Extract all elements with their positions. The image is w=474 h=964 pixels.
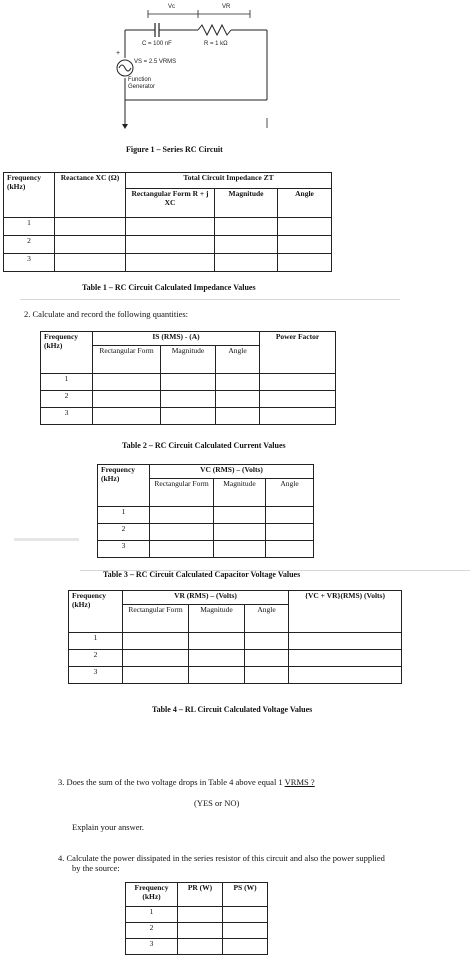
t2-cell[interactable] bbox=[93, 374, 161, 391]
t1-cell[interactable] bbox=[215, 218, 278, 236]
t1-cell[interactable] bbox=[278, 218, 332, 236]
t1-cell[interactable] bbox=[126, 236, 215, 254]
section-divider bbox=[20, 299, 400, 300]
question-2-text: 2. Calculate and record the following quantities: bbox=[24, 309, 189, 319]
table4-voltage bbox=[68, 590, 402, 684]
t2-cell[interactable] bbox=[93, 408, 161, 425]
ground-icon bbox=[122, 124, 128, 129]
table-row bbox=[41, 374, 336, 391]
t4-cell[interactable] bbox=[123, 650, 189, 667]
yes-no-prompt: (YES or NO) bbox=[194, 798, 240, 808]
t3-cell[interactable] bbox=[214, 541, 266, 558]
t4-row-freq: 2 bbox=[69, 650, 123, 667]
t2-cell[interactable] bbox=[161, 408, 216, 425]
t5-row-freq: 1 bbox=[126, 907, 178, 923]
t3-header-angle: Angle bbox=[266, 479, 314, 507]
t3-header-magnitude: Magnitude bbox=[214, 479, 266, 507]
explain-prompt: Explain your answer. bbox=[72, 822, 144, 832]
t3-header-frequency: Frequency (kHz) bbox=[98, 465, 150, 507]
t2-header-is: IS (RMS) - (A) bbox=[93, 332, 260, 346]
table-row bbox=[98, 524, 314, 541]
table-row bbox=[126, 907, 268, 923]
t5-header-frequency: Frequency (kHz) bbox=[126, 883, 178, 907]
table5-power bbox=[125, 882, 268, 955]
t4-header-frequency: Frequency (kHz) bbox=[69, 591, 123, 633]
t3-header-vc: VC (RMS) – (Volts) bbox=[150, 465, 314, 479]
source-label: VS = 2.5 VRMS bbox=[134, 59, 177, 65]
t3-cell[interactable] bbox=[150, 507, 214, 524]
table3-caption: Table 3 – RC Circuit Calculated Capacitor Voltage Values bbox=[103, 570, 301, 579]
t4-cell[interactable] bbox=[189, 667, 245, 684]
t5-cell[interactable] bbox=[223, 939, 268, 955]
t5-row-freq: 2 bbox=[126, 923, 178, 939]
table-row bbox=[98, 507, 314, 524]
t2-row-freq: 3 bbox=[41, 408, 93, 425]
t4-row-freq: 3 bbox=[69, 667, 123, 684]
t1-header-frequency: Frequency (kHz) bbox=[4, 173, 55, 218]
t5-cell[interactable] bbox=[178, 923, 223, 939]
t1-cell[interactable] bbox=[126, 254, 215, 272]
t1-cell[interactable] bbox=[278, 236, 332, 254]
resistor-label: R = 1 kΩ bbox=[204, 41, 228, 47]
t1-cell[interactable] bbox=[126, 218, 215, 236]
t3-row-freq: 1 bbox=[98, 507, 150, 524]
t1-cell[interactable] bbox=[215, 236, 278, 254]
t5-header-ps: PS (W) bbox=[223, 883, 268, 907]
table4-caption: Table 4 – RL Circuit Calculated Voltage Values bbox=[152, 705, 313, 714]
generator-label-line1: Function bbox=[128, 77, 152, 83]
t4-cell[interactable] bbox=[123, 633, 189, 650]
t1-cell[interactable] bbox=[55, 254, 126, 272]
t1-cell[interactable] bbox=[55, 218, 126, 236]
table-row bbox=[41, 408, 336, 425]
t1-cell[interactable] bbox=[278, 254, 332, 272]
table-row bbox=[41, 391, 336, 408]
table1-impedance bbox=[3, 172, 332, 272]
t1-row-freq: 1 bbox=[4, 218, 55, 236]
question-4-line1: 4. Calculate the power dissipated in the series resistor of this circuit and also the power supplied bbox=[58, 853, 385, 863]
t4-cell[interactable] bbox=[289, 667, 402, 684]
plus-sign: + bbox=[116, 50, 121, 57]
t3-header-rect: Rectangular Form bbox=[150, 479, 214, 507]
t2-header-rect: Rectangular Form bbox=[93, 346, 161, 374]
t3-cell[interactable] bbox=[266, 524, 314, 541]
t2-header-frequency: Frequency (kHz) bbox=[41, 332, 93, 374]
t3-cell[interactable] bbox=[150, 541, 214, 558]
table-row bbox=[69, 633, 402, 650]
table-row bbox=[98, 541, 314, 558]
t1-header-angle: Angle bbox=[278, 189, 332, 218]
t5-cell[interactable] bbox=[178, 907, 223, 923]
t1-header-magnitude: Magnitude bbox=[215, 189, 278, 218]
t2-cell[interactable] bbox=[216, 391, 260, 408]
t5-header-pr: PR (W) bbox=[178, 883, 223, 907]
question-4-line2: by the source: bbox=[72, 863, 120, 873]
table-row bbox=[69, 650, 402, 667]
t4-cell[interactable] bbox=[189, 633, 245, 650]
t2-cell[interactable] bbox=[93, 391, 161, 408]
figure1-caption: Figure 1 – Series RC Circuit bbox=[126, 145, 223, 154]
table-row bbox=[4, 254, 332, 272]
t1-header-rect: Rectangular Form R + j XC bbox=[126, 189, 215, 218]
t2-cell[interactable] bbox=[260, 374, 336, 391]
table-row bbox=[126, 939, 268, 955]
t3-cell[interactable] bbox=[150, 524, 214, 541]
t2-cell[interactable] bbox=[161, 391, 216, 408]
t1-row-freq: 3 bbox=[4, 254, 55, 272]
t5-row-freq: 3 bbox=[126, 939, 178, 955]
t4-cell[interactable] bbox=[289, 650, 402, 667]
capacitor-label: C = 100 nF bbox=[142, 41, 172, 47]
t4-header-sum: {VC + VR}(RMS) (Volts) bbox=[289, 591, 402, 633]
question-3-prefix: 3. Does the sum of the two voltage drops in Table 4 above equal 1 bbox=[58, 777, 285, 787]
t4-header-magnitude: Magnitude bbox=[189, 605, 245, 633]
t3-cell[interactable] bbox=[266, 507, 314, 524]
table-row bbox=[4, 218, 332, 236]
t2-row-freq: 1 bbox=[41, 374, 93, 391]
table3-capacitor-voltage bbox=[97, 464, 314, 558]
t1-header-total-impedance: Total Circuit Impedance ZT bbox=[126, 173, 332, 189]
t2-cell[interactable] bbox=[260, 391, 336, 408]
t3-cell[interactable] bbox=[266, 541, 314, 558]
t4-cell[interactable] bbox=[245, 650, 289, 667]
vc-label: Vc bbox=[168, 4, 176, 10]
t4-header-vr: VR (RMS) – (Volts) bbox=[123, 591, 289, 605]
t5-cell[interactable] bbox=[223, 923, 268, 939]
vr-label: VR bbox=[222, 4, 231, 10]
table-row bbox=[126, 923, 268, 939]
question-3-text bbox=[58, 777, 315, 787]
margin-mark bbox=[14, 538, 79, 541]
table1-caption: Table 1 – RC Circuit Calculated Impedance Values bbox=[82, 283, 256, 292]
t4-cell[interactable] bbox=[245, 667, 289, 684]
rc-circuit-diagram bbox=[0, 0, 474, 140]
t2-row-freq: 2 bbox=[41, 391, 93, 408]
t2-cell[interactable] bbox=[260, 408, 336, 425]
t1-row-freq: 2 bbox=[4, 236, 55, 254]
t4-cell[interactable] bbox=[189, 650, 245, 667]
t5-cell[interactable] bbox=[178, 939, 223, 955]
resistor-symbol bbox=[198, 25, 231, 35]
t2-cell[interactable] bbox=[161, 374, 216, 391]
table-row bbox=[4, 236, 332, 254]
t3-row-freq: 2 bbox=[98, 524, 150, 541]
t2-header-angle: Angle bbox=[216, 346, 260, 374]
t1-cell[interactable] bbox=[215, 254, 278, 272]
table-row bbox=[69, 667, 402, 684]
t2-cell[interactable] bbox=[216, 374, 260, 391]
generator-label-line2: Generator bbox=[128, 84, 156, 90]
t4-row-freq: 1 bbox=[69, 633, 123, 650]
t2-cell[interactable] bbox=[216, 408, 260, 425]
t2-header-magnitude: Magnitude bbox=[161, 346, 216, 374]
t2-header-power-factor: Power Factor bbox=[260, 332, 336, 374]
t3-cell[interactable] bbox=[214, 524, 266, 541]
t1-header-reactance: Reactance XC (Ω) bbox=[55, 173, 126, 218]
t4-cell[interactable] bbox=[123, 667, 189, 684]
t1-cell[interactable] bbox=[55, 236, 126, 254]
t4-header-angle: Angle bbox=[245, 605, 289, 633]
t5-cell[interactable] bbox=[223, 907, 268, 923]
t3-cell[interactable] bbox=[214, 507, 266, 524]
t4-cell[interactable] bbox=[245, 633, 289, 650]
t4-cell[interactable] bbox=[289, 633, 402, 650]
t3-row-freq: 3 bbox=[98, 541, 150, 558]
table2-current bbox=[40, 331, 336, 425]
question-3-vrms: VRMS ? bbox=[284, 777, 315, 787]
t4-header-rect: Rectangular Form bbox=[123, 605, 189, 633]
table2-caption: Table 2 – RC Circuit Calculated Current Values bbox=[122, 441, 286, 450]
